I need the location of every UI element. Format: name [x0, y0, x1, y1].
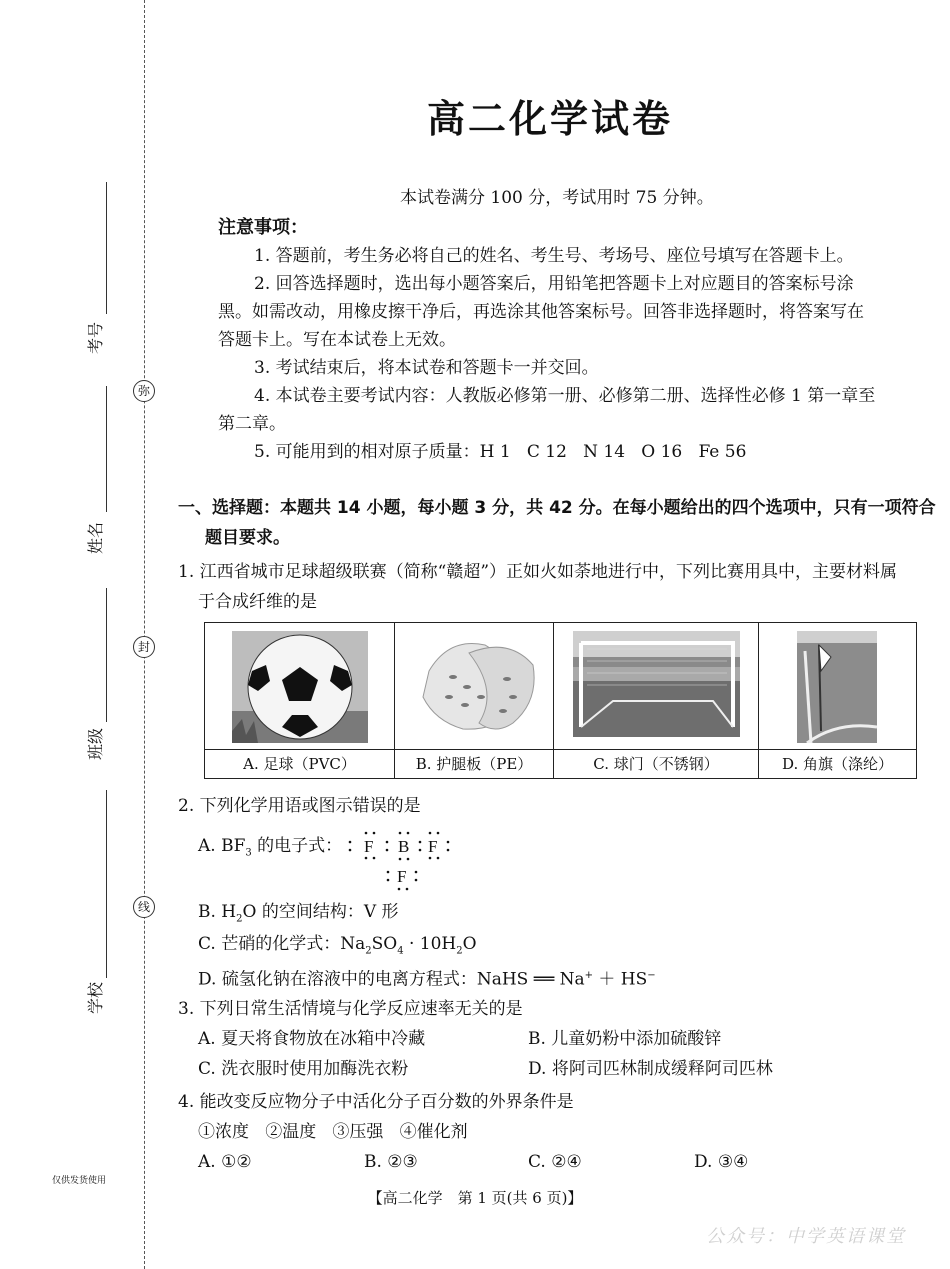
shipping-note: 仅供发货使用 — [52, 1176, 107, 1186]
watermark: 公众号：中学英语课堂 — [706, 1226, 906, 1247]
exam-intro: 本试卷满分 100 分，考试用时 75 分钟。 — [400, 188, 714, 208]
note-3: 3. 考试结束后，将本试卷和答题卡一并交回。 — [254, 358, 599, 378]
corner-flag-image — [797, 631, 877, 743]
q2-c-sub2: 4 — [397, 945, 404, 957]
q2-stem: 2. 下列化学用语或图示错误的是 — [178, 796, 421, 816]
q2-d-pre: D. 硫氢化钠在溶液中的电离方程式：NaHS ══ Na — [198, 969, 585, 990]
page-title: 高二化学试卷 — [426, 97, 673, 141]
q2-b-sub: 2 — [236, 913, 243, 925]
q2-a-tail: 的电子式： — [251, 836, 343, 856]
svg-text:F: F — [428, 837, 438, 856]
name-line — [106, 386, 107, 512]
q2-b-pre: B. H — [198, 902, 237, 922]
q2-c-pre: C. 芒硝的化学式：Na — [198, 934, 366, 954]
q2-c-post: · 10H — [403, 934, 457, 954]
q2-option-a — [198, 832, 342, 867]
note-4b: 第二章。 — [218, 414, 286, 434]
q1-option-b-cell — [395, 623, 554, 778]
note-2b: 黑。如需改动，用橡皮擦干净后，再选涂其他答案标号。回答非选择题时，将答案写在 — [218, 302, 864, 322]
q2-c-end: O — [462, 934, 477, 954]
q4-option-a: A. ①② — [198, 1152, 252, 1172]
page-footer: 【高二化学 第 1 页(共 6 页)】 — [367, 1189, 583, 1207]
note-2a: 2. 回答选择题时，选出每小题答案后，用铅笔把答题卡上对应题目的答案标号涂 — [254, 274, 854, 294]
svg-text:F: F — [364, 837, 374, 856]
q2-c-mid: SO — [371, 934, 398, 954]
soccer-ball-image — [232, 631, 368, 743]
exam-no-line — [106, 182, 107, 314]
q2-option-c — [198, 930, 477, 965]
bf3-electron-formula — [342, 826, 454, 892]
exam-no-label: 考号 — [86, 321, 105, 354]
q3-stem: 3. 下列日常生活情境与化学反应速率无关的是 — [178, 999, 523, 1019]
q4-option-d: D. ③④ — [694, 1152, 749, 1172]
q2-b-post: O 的空间结构：V 形 — [242, 902, 399, 922]
q1-stem: 1. 江西省城市足球超级联赛（简称“赣超”）正如火如荼地进行中，下列比赛用具中，主要材料属 — [178, 562, 898, 582]
name-label: 姓名 — [86, 521, 105, 554]
note-4a: 4. 本试卷主要考试内容：人教版必修第一册、必修第二册、选择性必修 1 第一章至 — [254, 386, 876, 406]
note-2c: 答题卡上。写在本试卷上无效。 — [218, 330, 456, 350]
q1-option-c: C. 球门（不锈钢） — [554, 749, 758, 778]
note-5: 5. 可能用到的相对原子质量：H 1 C 12 N 14 O 16 Fe 56 — [254, 442, 747, 462]
shin-guard-image — [409, 631, 541, 743]
svg-text:B: B — [398, 837, 410, 856]
q2-c-sub3: 2 — [456, 945, 463, 957]
q3-option-b: B. 儿童奶粉中添加硫酸锌 — [528, 1029, 722, 1049]
school-label: 学校 — [86, 981, 105, 1014]
q1-option-d-cell — [759, 623, 916, 778]
section1-heading: 一、选择题：本题共 14 小题，每小题 3 分，共 42 分。在每小题给出的四个选项中，只有一项符合 — [178, 498, 936, 518]
q2-d-sup2: − — [647, 970, 656, 981]
class-line — [106, 588, 107, 722]
svg-text:F: F — [397, 867, 407, 886]
q4-stem: 4. 能改变反应物分子中活化分子百分数的外界条件是 — [178, 1092, 574, 1112]
section1-heading-cont: 题目要求。 — [205, 528, 290, 548]
q3-option-a: A. 夏天将食物放在冰箱中冷藏 — [198, 1029, 426, 1049]
q3-option-d: D. 将阿司匹林制成缓释阿司匹林 — [528, 1059, 773, 1079]
q1-option-a-cell — [205, 623, 395, 778]
notes-heading: 注意事项： — [218, 217, 308, 238]
school-line — [106, 790, 107, 978]
note-1: 1. 答题前，考生务必将自己的姓名、考生号、考场号、座位号填写在答题卡上。 — [254, 246, 854, 266]
q1-option-d: D. 角旗（涤纶） — [759, 749, 916, 778]
q2-d-mid: ＋ HS — [593, 969, 648, 990]
q2-a-label: A. BF — [198, 836, 246, 856]
q2-option-b — [198, 898, 399, 933]
q1-stem-cont: 于合成纤维的是 — [198, 592, 317, 612]
q1-options-table — [204, 622, 917, 779]
q4-option-c: C. ②④ — [528, 1152, 582, 1172]
q2-c-sub1: 2 — [365, 945, 372, 957]
q4-conditions: ①浓度 ②温度 ③压强 ④催化剂 — [198, 1122, 468, 1142]
q1-option-a: A. 足球（PVC） — [205, 749, 394, 778]
seal-feng: 封 — [133, 636, 155, 658]
q3-option-c: C. 洗衣服时使用加酶洗衣粉 — [198, 1059, 409, 1079]
seal-mi: 弥 — [133, 380, 155, 402]
q2-option-d — [198, 962, 656, 994]
binding-dashed-line — [144, 0, 145, 1269]
seal-xian: 线 — [133, 896, 155, 918]
class-label: 班级 — [86, 727, 105, 760]
q1-option-c-cell — [554, 623, 759, 778]
q2-a-sub: 3 — [245, 847, 252, 859]
q1-option-b: B. 护腿板（PE） — [395, 749, 553, 778]
q2-d-sup1: + — [584, 970, 593, 981]
q4-option-b: B. ②③ — [364, 1152, 418, 1172]
goal-image — [573, 631, 740, 737]
